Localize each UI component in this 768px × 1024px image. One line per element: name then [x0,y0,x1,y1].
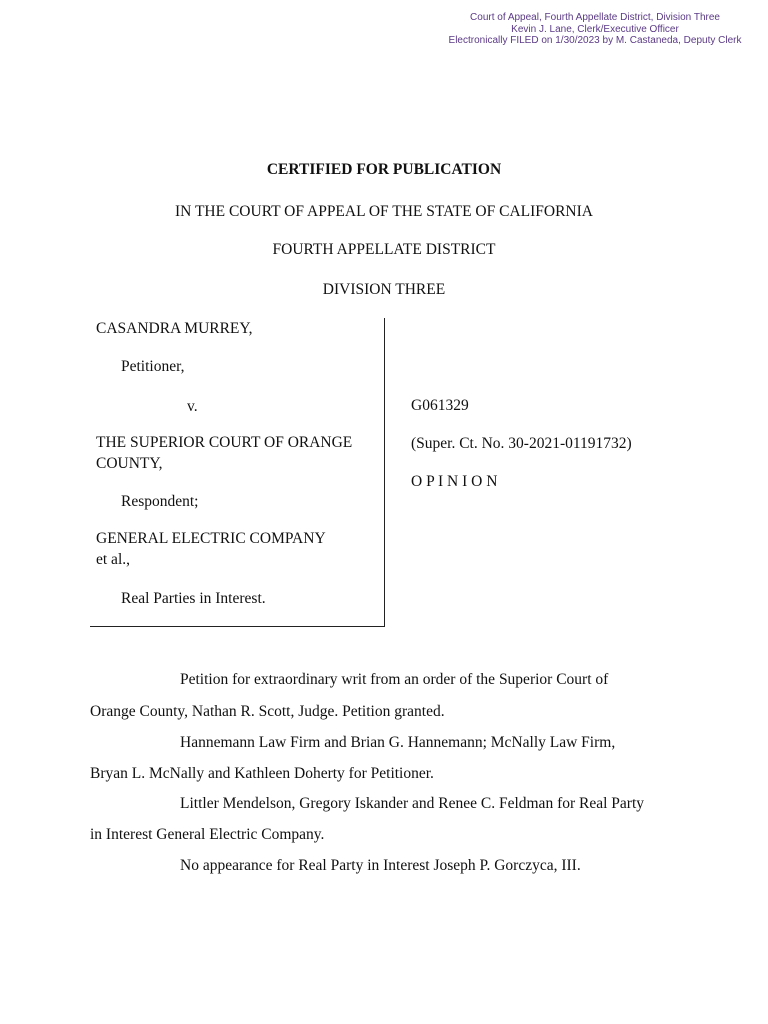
real-party-role: Real Parties in Interest. [121,590,266,607]
court-heading: IN THE COURT OF APPEAL OF THE STATE OF CALIFORNIA [175,203,593,220]
case-caption-parties [90,318,385,627]
real-party-name-line1: GENERAL ELECTRIC COMPANY [96,530,326,547]
paragraph-1-line-1: Petition for extraordinary writ from an order of the Superior Court of [180,671,609,688]
filing-stamp [400,12,768,47]
petitioner-name: CASANDRA MURREY, [96,320,253,337]
paragraph-1-line-2: Orange County, Nathan R. Scott, Judge. Petition granted. [90,703,445,720]
paragraph-3-line-1: Littler Mendelson, Gregory Iskander and Renee C. Feldman for Real Party [180,795,645,812]
paragraph-3-line-2: in Interest General Electric Company. [90,826,325,843]
certified-heading: CERTIFIED FOR PUBLICATION [266,161,502,178]
versus-label: v. [187,398,198,415]
stamp-clerk-line: Kevin J. Lane, Clerk/Executive Officer [511,23,679,35]
respondent-name-line1: THE SUPERIOR COURT OF ORANGE [96,434,353,451]
stamp-filed-line: Electronically FILED on 1/30/2023 by M. Castaneda, Deputy Clerk [448,35,742,46]
case-number: G061329 [411,397,469,414]
paragraph-2-line-2: Bryan L. McNally and Kathleen Doherty for Petitioner. [90,765,434,782]
stamp-court-line: Court of Appeal, Fourth Appellate District, Division Three [470,12,720,23]
opinion-label: O P I N I O N [411,473,498,490]
real-party-name-line2: et al., [96,551,130,568]
respondent-name-line2: COUNTY, [96,455,163,472]
petitioner-role: Petitioner, [121,358,185,375]
division-heading: DIVISION THREE [322,281,446,298]
paragraph-4-line-1: No appearance for Real Party in Interest Joseph P. Gorczyca, III. [180,857,581,874]
paragraph-2-line-1: Hannemann Law Firm and Brian G. Hannemann; McNally Law Firm, [180,734,616,751]
district-heading: FOURTH APPELLATE DISTRICT [272,241,496,258]
respondent-role: Respondent; [121,493,199,510]
superior-court-number: (Super. Ct. No. 30-2021-01191732) [411,435,632,452]
